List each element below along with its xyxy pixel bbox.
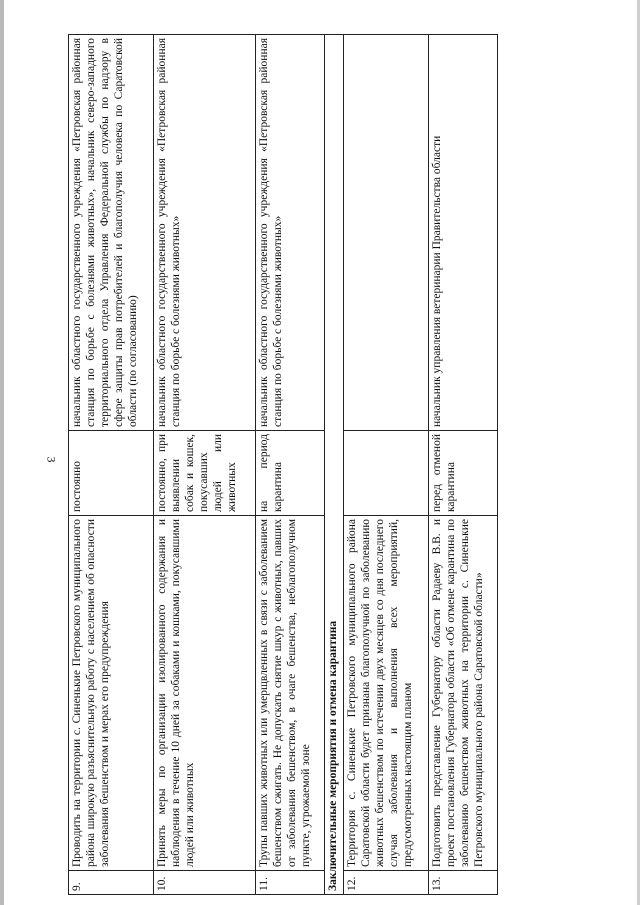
row-responsible: [343, 35, 428, 431]
table-row: [154, 35, 256, 895]
row-term: постоянно: [69, 431, 154, 516]
row-action: Территория с. Синенькие Петровского муниципального района Саратовской области будет признана благополучной по заболеванию животных бешенством по истечении двух месяцев со дня последнего случая заболевания и выполнения всех мероприятий, предусмотренных настоящим планом: [343, 516, 428, 871]
row-term: [343, 431, 428, 516]
table-row: [429, 35, 498, 895]
row-responsible: начальник областного государственного учреждения «Петровская районная станция по борьбе с болезнями животных»: [154, 35, 256, 431]
row-responsible: начальник областного государственного учреждения «Петровская районная станция по борьбе с болезнями животных», начальник северо-западного территориального отдела Управления Федеральной службы по надзору в сфере защиты прав потребителей и благополучия человека по Саратовской области (по согласованию): [69, 35, 154, 431]
row-responsible: начальник управления ветеринарии Правительства области: [429, 35, 498, 431]
rotated-table-sheet: [68, 35, 498, 895]
row-term: на период карантина: [255, 431, 324, 516]
section-title: Заключительные мероприятия и отмена карантина: [324, 35, 343, 895]
table-row: [69, 35, 154, 895]
row-number: 9.: [69, 871, 154, 895]
row-term: постоянно, при выявлении собак и кошек, покусавших людей или животных: [154, 431, 256, 516]
row-action: Подготовить представление Губернатору области Радаеву В.В. и проект постановления Губернатора области «Об отмене карантина по заболеванию бешенством животных на территории с. Синенькие Петровского муниципального района Саратовской области»: [429, 516, 498, 871]
section-row: [324, 35, 343, 895]
row-number: 12.: [343, 871, 428, 895]
page-number: 3: [44, 456, 59, 463]
plan-table: [68, 34, 498, 895]
row-number: 13.: [429, 871, 498, 895]
row-responsible: начальник областного государственного учреждения «Петровская районная станция по борьбе с болезнями животных»: [255, 35, 324, 431]
scan-edge-left: [0, 0, 4, 905]
table-row: [255, 35, 324, 895]
row-action: Проводить на территории с. Синенькие Петровского муниципального района широкую разъяснительную работу с населением об опасности заболевания бешенством и мерах его предупреждения: [69, 516, 154, 871]
table-row: [343, 35, 428, 895]
row-action: Трупы павших животных или умерщвленных в связи с заболеванием бешенством сжигать. Не допускать снятие шкур с животных, павших от заболевания бешенством, в очаге бешенства, неблагополучном пункте, угрожаемой зоне: [255, 516, 324, 871]
row-number: 11.: [255, 871, 324, 895]
row-number: 10.: [154, 871, 256, 895]
row-action: Принять меры по организации изолированного содержания и наблюдения в течение 10 дней за собаками и кошками, покусавшими людей или животных: [154, 516, 256, 871]
row-term: перед отменой карантина: [429, 431, 498, 516]
